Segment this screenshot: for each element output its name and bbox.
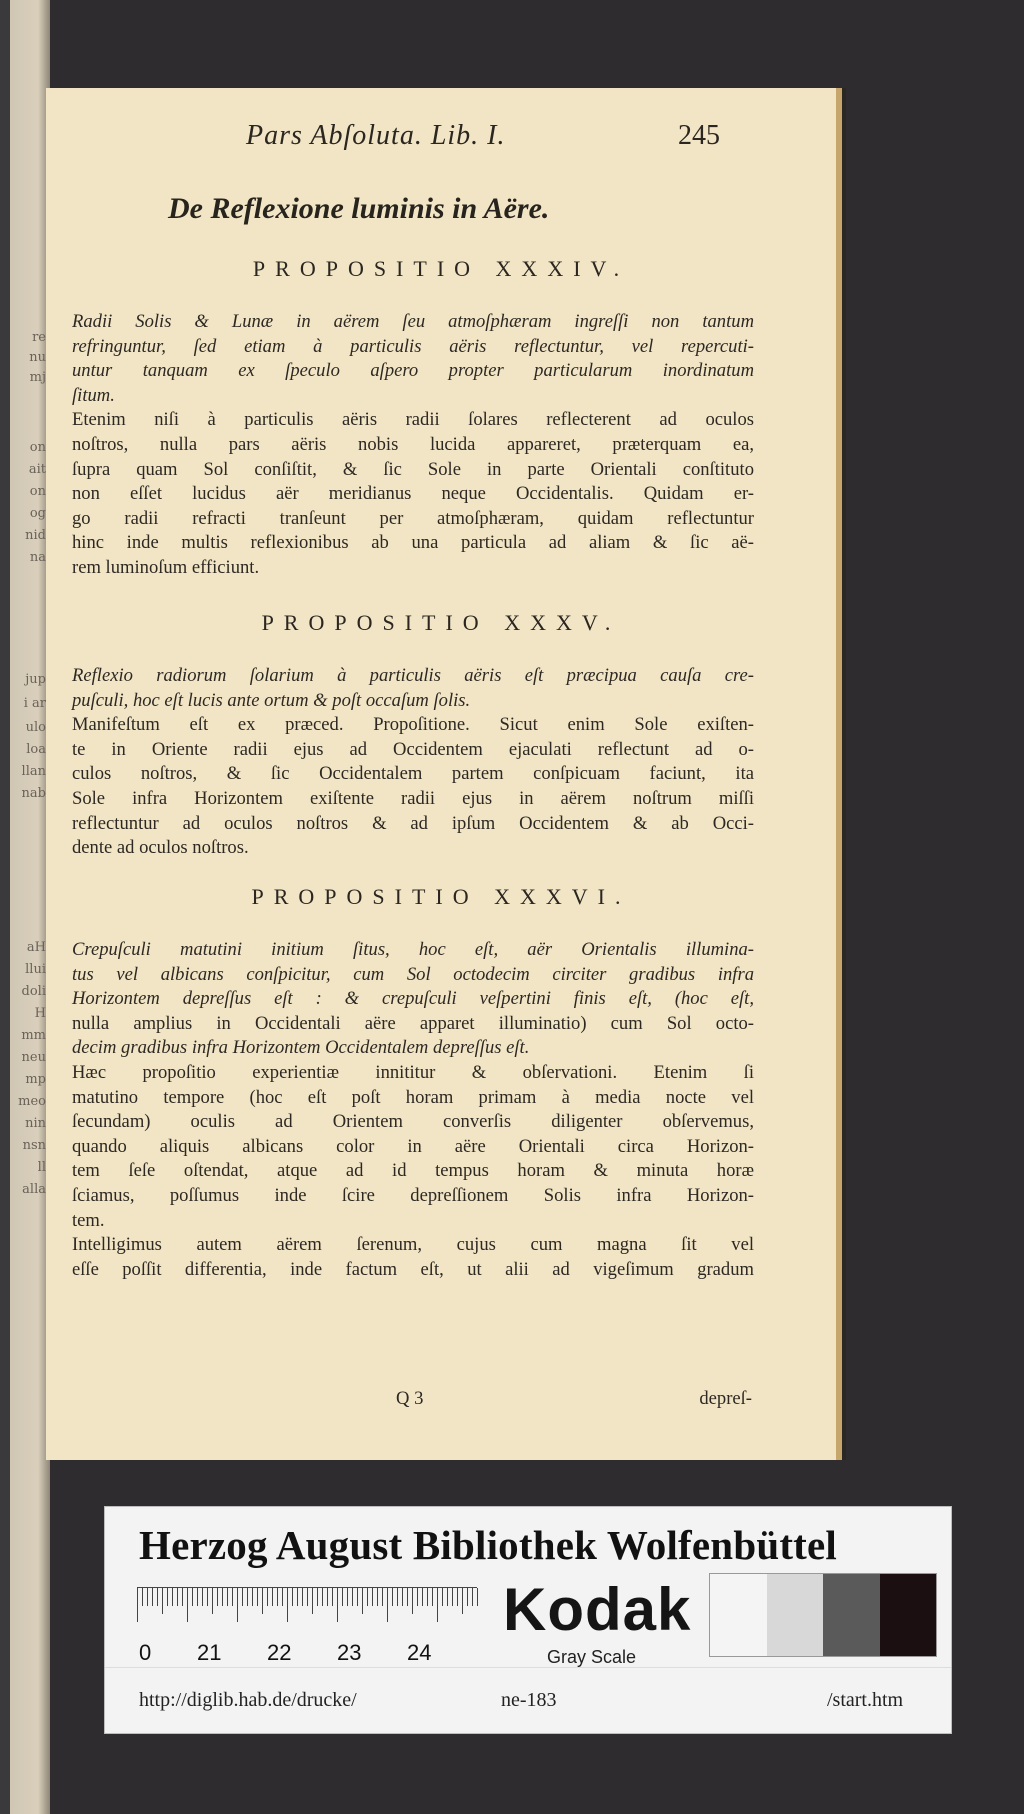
proposition-heading: PROPOSITIO XXXV.: [261, 610, 621, 635]
text-line: quando aliquis albicans color in aëre Orientali circa Horizon-: [72, 1135, 754, 1157]
ruler-tick: [297, 1588, 298, 1606]
ruler-tick: [477, 1588, 478, 1606]
ruler-tick: [442, 1588, 443, 1606]
margin-fragment: aH: [26, 940, 46, 955]
margin-fragment: nin: [25, 1116, 46, 1131]
margin-fragment: nid: [25, 528, 46, 543]
margin-fragment: na: [29, 550, 46, 565]
library-name: Herzog August Bibliothek Wolfenbüttel: [139, 1522, 838, 1568]
gray-patch: [823, 1574, 880, 1656]
margin-fragment: meo: [18, 1094, 46, 1109]
ruler-tick: [462, 1588, 463, 1614]
ruler-tick: [412, 1588, 413, 1614]
ruler-number: 23: [337, 1640, 362, 1665]
margin-fragment: loa: [26, 742, 46, 757]
margin-fragment: i ar: [23, 696, 46, 711]
ruler-tick: [262, 1588, 263, 1614]
ruler-tick: [322, 1588, 323, 1606]
ruler-tick: [272, 1588, 273, 1606]
url-right: /start.htm: [827, 1689, 904, 1711]
ruler-tick: [427, 1588, 428, 1606]
proposition-text: [72, 310, 754, 581]
text-line: rem luminoſum efficiunt.: [72, 556, 260, 578]
ruler-tick: [362, 1588, 363, 1614]
ruler-tick: [217, 1588, 218, 1606]
text-line: Sole infra Horizontem exiſtente radii ejus in aërem noſtrum miſſi: [72, 787, 754, 809]
ruler-tick: [402, 1588, 403, 1606]
ruler-tick: [147, 1588, 148, 1606]
ruler-tick: [352, 1588, 353, 1606]
margin-fragment: jup: [25, 672, 46, 687]
text-line: nulla amplius in Occidentali aëre apparet illuminatio) cum Sol octo-: [72, 1012, 754, 1034]
text-line: Intelligimus autem aërem ſerenum, cujus cum magna ſit vel: [72, 1234, 754, 1256]
ruler-tick: [237, 1588, 238, 1622]
ruler-tick: [167, 1588, 168, 1606]
ruler-tick: [447, 1588, 448, 1606]
ruler-tick: [292, 1588, 293, 1606]
catchword: depreſ-: [699, 1388, 752, 1409]
book-page: [46, 88, 836, 1460]
text-line: Hæc propoſitio experientiæ innititur & obſervationi. Etenim ſi: [72, 1061, 754, 1083]
ruler-tick: [467, 1588, 468, 1606]
text-line: Etenim niſi à particulis aëris radii ſolares reflecterent ad oculos: [72, 409, 754, 431]
url-mid: ne-183: [501, 1689, 557, 1711]
ruler-tick: [437, 1588, 438, 1622]
ruler-tick: [332, 1588, 333, 1606]
margin-fragment: mj: [29, 370, 46, 385]
ruler-tick: [327, 1588, 328, 1606]
ruler-tick: [157, 1588, 158, 1606]
ruler-tick: [307, 1588, 308, 1606]
ruler-tick: [257, 1588, 258, 1606]
text-line: tus vel albicans conſpicitur, cum Sol octodecim circiter gradibus infra: [72, 963, 754, 985]
text-line: untur tanquam ex ſpeculo aſpero propter particularum inordinatum: [72, 360, 754, 382]
margin-fragment: nab: [21, 786, 46, 801]
text-line: dente ad oculos noſtros.: [72, 837, 249, 859]
ruler-tick: [277, 1588, 278, 1606]
kodak-logo: Kodak: [503, 1576, 692, 1643]
card-divider: [105, 1667, 951, 1668]
gray-patch: [767, 1574, 824, 1656]
page-number: 245: [678, 120, 720, 151]
text-line: puſculi, hoc eſt lucis ante ortum & poſt occaſum ſolis.: [72, 689, 471, 711]
text-line: go radii refracti tranſeunt per atmoſphæram, quidam reflectuntur: [72, 507, 754, 529]
ruler-number: 0: [139, 1640, 152, 1665]
proposition-heading: PROPOSITIO XXXIV.: [252, 256, 630, 281]
ruler-tick: [137, 1588, 138, 1622]
ruler-tick: [387, 1588, 388, 1622]
ruler-tick: [142, 1588, 143, 1606]
ruler-tick: [222, 1588, 223, 1606]
ruler-number: 24: [407, 1640, 432, 1665]
ruler-number: 21: [197, 1640, 222, 1665]
adjacent-page-edge: [0, 0, 50, 1814]
ruler-tick: [197, 1588, 198, 1606]
margin-fragment: doli: [21, 984, 46, 999]
margin-fragment: re: [32, 330, 46, 345]
ruler-tick: [392, 1588, 393, 1606]
text-line: Radii Solis & Lunæ in aërem ſeu atmoſphæram ingreſſi non tantum: [72, 311, 754, 332]
gray-scale-label: Gray Scale: [547, 1647, 637, 1667]
text-line: noſtros, nulla pars aëris nobis lucida appareret, præterquam ea,: [72, 433, 754, 455]
signature-mark: Q 3: [396, 1388, 424, 1409]
margin-fragment: on: [29, 484, 46, 499]
text-line: Reflexio radiorum ſolarium à particulis aëris eſt præcipua cauſa cre-: [72, 665, 754, 686]
text-line: ſecundam) oculis ad Orientem converſis diligenter obſervemus,: [72, 1111, 754, 1133]
text-line: ſitum.: [72, 384, 115, 406]
text-line: non eſſet lucidus aër meridianus neque Occidentalis. Quidam er-: [72, 483, 754, 505]
ruler-tick: [377, 1588, 378, 1606]
ruler-tick: [247, 1588, 248, 1606]
text-line: matutino tempore (hoc eſt poſt horam primam à media nocte vel: [72, 1086, 754, 1108]
ruler-tick: [242, 1588, 243, 1606]
text-line: Crepuſculi matutini initium ſitus, hoc eſt, aër Orientalis illumina-: [72, 939, 754, 960]
ruler-tick: [152, 1588, 153, 1606]
ruler-tick: [472, 1588, 473, 1606]
ruler-tick: [357, 1588, 358, 1606]
ruler-tick: [162, 1588, 163, 1614]
margin-fragment: og: [29, 506, 46, 521]
ruler-tick: [287, 1588, 288, 1622]
ruler-tick: [367, 1588, 368, 1606]
ruler-tick: [432, 1588, 433, 1606]
ruler-tick: [207, 1588, 208, 1606]
margin-fragment: mp: [25, 1072, 46, 1087]
text-line: decim gradibus infra Horizontem Occidentalem depreſſus eſt.: [72, 1037, 530, 1059]
ruler-tick: [337, 1588, 338, 1622]
text-line: tem.: [72, 1209, 105, 1231]
ruler-tick: [177, 1588, 178, 1606]
ruler-tick: [212, 1588, 213, 1614]
ruler-tick: [452, 1588, 453, 1606]
ruler-tick: [282, 1588, 283, 1606]
ruler-tick: [172, 1588, 173, 1606]
margin-fragment: mm: [21, 1028, 46, 1043]
ruler-tick: [457, 1588, 458, 1606]
text-line: tem ſeſe oſtendat, atque ad id tempus horam & minuta horæ: [72, 1160, 754, 1182]
ruler-tick: [422, 1588, 423, 1606]
ruler-tick: [187, 1588, 188, 1622]
ruler-tick: [407, 1588, 408, 1606]
ruler-tick: [317, 1588, 318, 1606]
ruler-tick: [382, 1588, 383, 1606]
ruler-tick: [372, 1588, 373, 1606]
text-line: Manifeſtum eſt ex præced. Propoſitione. Sicut enim Sole exiſten-: [72, 714, 754, 736]
ruler-tick: [202, 1588, 203, 1606]
proposition-text: [72, 664, 754, 861]
margin-fragment: llan: [21, 764, 46, 779]
proposition-heading: PROPOSITIO XXXVI.: [251, 884, 631, 909]
scale-ruler: [137, 1587, 477, 1664]
margin-fragment: on: [29, 440, 46, 455]
text-line: ſciamus, poſſumus inde ſcire depreſſionem Solis infra Horizon-: [72, 1184, 754, 1206]
margin-fragment: ait: [28, 462, 46, 477]
margin-fragment: nu: [29, 350, 46, 365]
ruler-tick: [252, 1588, 253, 1606]
ruler-tick: [232, 1588, 233, 1606]
text-line: culos noſtros, & ſic Occidentalem partem conſpicuam faciunt, ita: [72, 763, 754, 785]
margin-fragment: ulo: [25, 720, 46, 735]
margin-fragment: llui: [25, 962, 46, 977]
proposition-text: [72, 938, 754, 1282]
ruler-tick: [347, 1588, 348, 1606]
text-line: eſſe poſſit differentia, inde factum eſt, ut alii ad vigeſimum gradum: [72, 1258, 754, 1280]
ruler-tick: [267, 1588, 268, 1606]
margin-fragment: ll: [37, 1160, 46, 1175]
text-line: refringuntur, ſed etiam à particulis aëris reflectuntur, vel repercuti-: [72, 335, 754, 357]
text-line: ſupra quam Sol conſiſtit, & ſic Sole in parte Orientali conſtituto: [72, 458, 754, 480]
text-line: Horizontem depreſſus eſt : & crepuſculi veſpertini finis eſt, (hoc eſt,: [72, 988, 754, 1010]
ruler-tick: [397, 1588, 398, 1606]
ruler-tick: [227, 1588, 228, 1606]
text-line: reflectuntur ad oculos noſtros & ad ipſum Occidentem & ab Occi-: [72, 812, 754, 834]
ruler-number: 22: [267, 1640, 292, 1665]
margin-fragment: alla: [22, 1182, 46, 1197]
gray-patch: [880, 1574, 937, 1656]
url-left: http://diglib.hab.de/drucke/: [139, 1689, 357, 1711]
margin-fragment: neu: [21, 1050, 46, 1065]
ruler-tick: [312, 1588, 313, 1614]
gray-patches: [709, 1573, 937, 1657]
ruler-tick: [417, 1588, 418, 1606]
ruler-tick: [192, 1588, 193, 1606]
library-color-card: [104, 1506, 952, 1734]
gray-patch: [710, 1574, 767, 1656]
section-title: De Reflexione luminis in Aëre.: [168, 192, 550, 225]
ruler-tick: [302, 1588, 303, 1606]
running-title: Pars Abſoluta. Lib. I.: [246, 120, 506, 151]
margin-fragment: nsn: [22, 1138, 46, 1153]
margin-fragment: H: [34, 1006, 46, 1021]
text-line: te in Oriente radii ejus ad Occidentem ejaculati reflectunt ad o-: [72, 738, 754, 760]
ruler-tick: [182, 1588, 183, 1606]
ruler-tick: [342, 1588, 343, 1606]
text-line: hinc inde multis reflexionibus ab una particula ad aliam & ſic aë-: [72, 532, 754, 554]
